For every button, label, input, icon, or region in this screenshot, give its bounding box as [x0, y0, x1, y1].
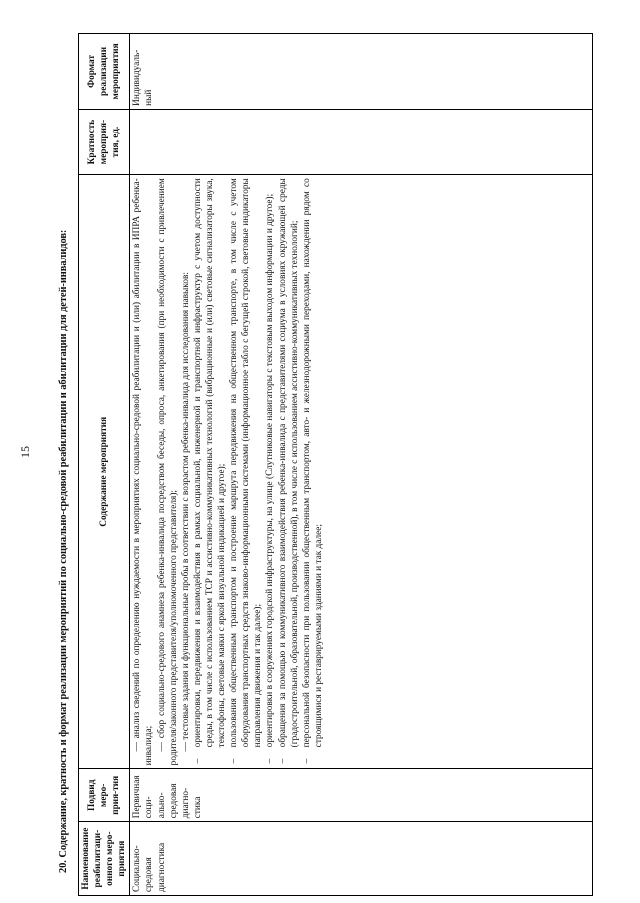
header-subtype: Подвид меро-прия-тия — [79, 769, 130, 822]
header-measure-name: Наименование реабилитаци-онного меро-приятия — [79, 822, 130, 896]
cell-subtype: Первичная соци-ально-средовая диагно-стика — [130, 769, 593, 822]
section-title: 20. Содержание, кратность и формат реализации мероприятий по социально-средовой реабилитации и абилитации для детей-инвалидов: — [58, 229, 69, 873]
content-item: – пользования общественным транспортом и построение маршрута передвижения на общественном транспорте, в том числе с учетом оборудования транспортных средств знаково-информационными системами (информационное табло с бегущей строкой, световые индикаторы направления движения и так далее); — [228, 178, 264, 765]
content-item: – ориентировки, передвижения и взаимодействия в рамках социальной, инженерной и транспортной инфраструктур с учетом доступности среды, в том числе с использованием ТСР и ассистивно-коммуникативных технологий (вибрационные и (или) световые сигнализаторы звука, текстофоны, световые маяки с яркой визуальной индикацией и другое); — [192, 178, 228, 765]
content-paragraph: — тестовые задания и функциональные пробы в соответствии с возрастом ребенка-инвалида для исследования навыков: — [180, 272, 191, 752]
content-list — [131, 178, 325, 765]
content-item: – ориентировки в сооружениях городской инфраструктуры, на улице (Слутниковые навигаторы с текстовым выходом информации и другое); — [264, 178, 276, 765]
cell-format: Индивидуаль-ный — [130, 34, 593, 110]
content-item: – персональной безопасности при пользовании общественным транспортом, авто- и железнодорожными переходами, нахождении рядом со строящимися и реставрируемыми зданиями и так далее; — [301, 178, 325, 765]
table-row — [130, 34, 593, 896]
header-format: Формат реализации мероприятия — [79, 34, 130, 110]
measures-table — [78, 33, 593, 896]
header-frequency: Кратность мероприя-тия, ед. — [79, 109, 130, 174]
header-content: Содержание мероприятия — [79, 175, 130, 769]
cell-frequency — [130, 109, 593, 174]
page-number: 15 — [18, 446, 32, 458]
table-header-row — [79, 34, 130, 896]
content-item: – обращения за помощью и коммуникативного взаимодействия ребенка-инвалида с представителями социума в условиях окружающей среды (градостроительной, образовательной, производственной), в том числе с использованием ассистивно-коммуникативных технологий; — [277, 178, 301, 765]
content-paragraph: — анализ сведений по определению нуждаемости в мероприятиях социально-средовой реабилитации и (или) абилитации в ИПРА ребенка-инвалида; — [132, 178, 155, 766]
cell-measure-name: Социально-средовая диагностика — [130, 822, 593, 896]
cell-content — [130, 175, 593, 769]
content-paragraph: — сбор социально-средового анамнеза ребенка-инвалида посредством беседы, опроса, анкетирования (при необходимости с привлечением родителя/законного представителя/уполномоченного представителя); — [156, 178, 179, 766]
